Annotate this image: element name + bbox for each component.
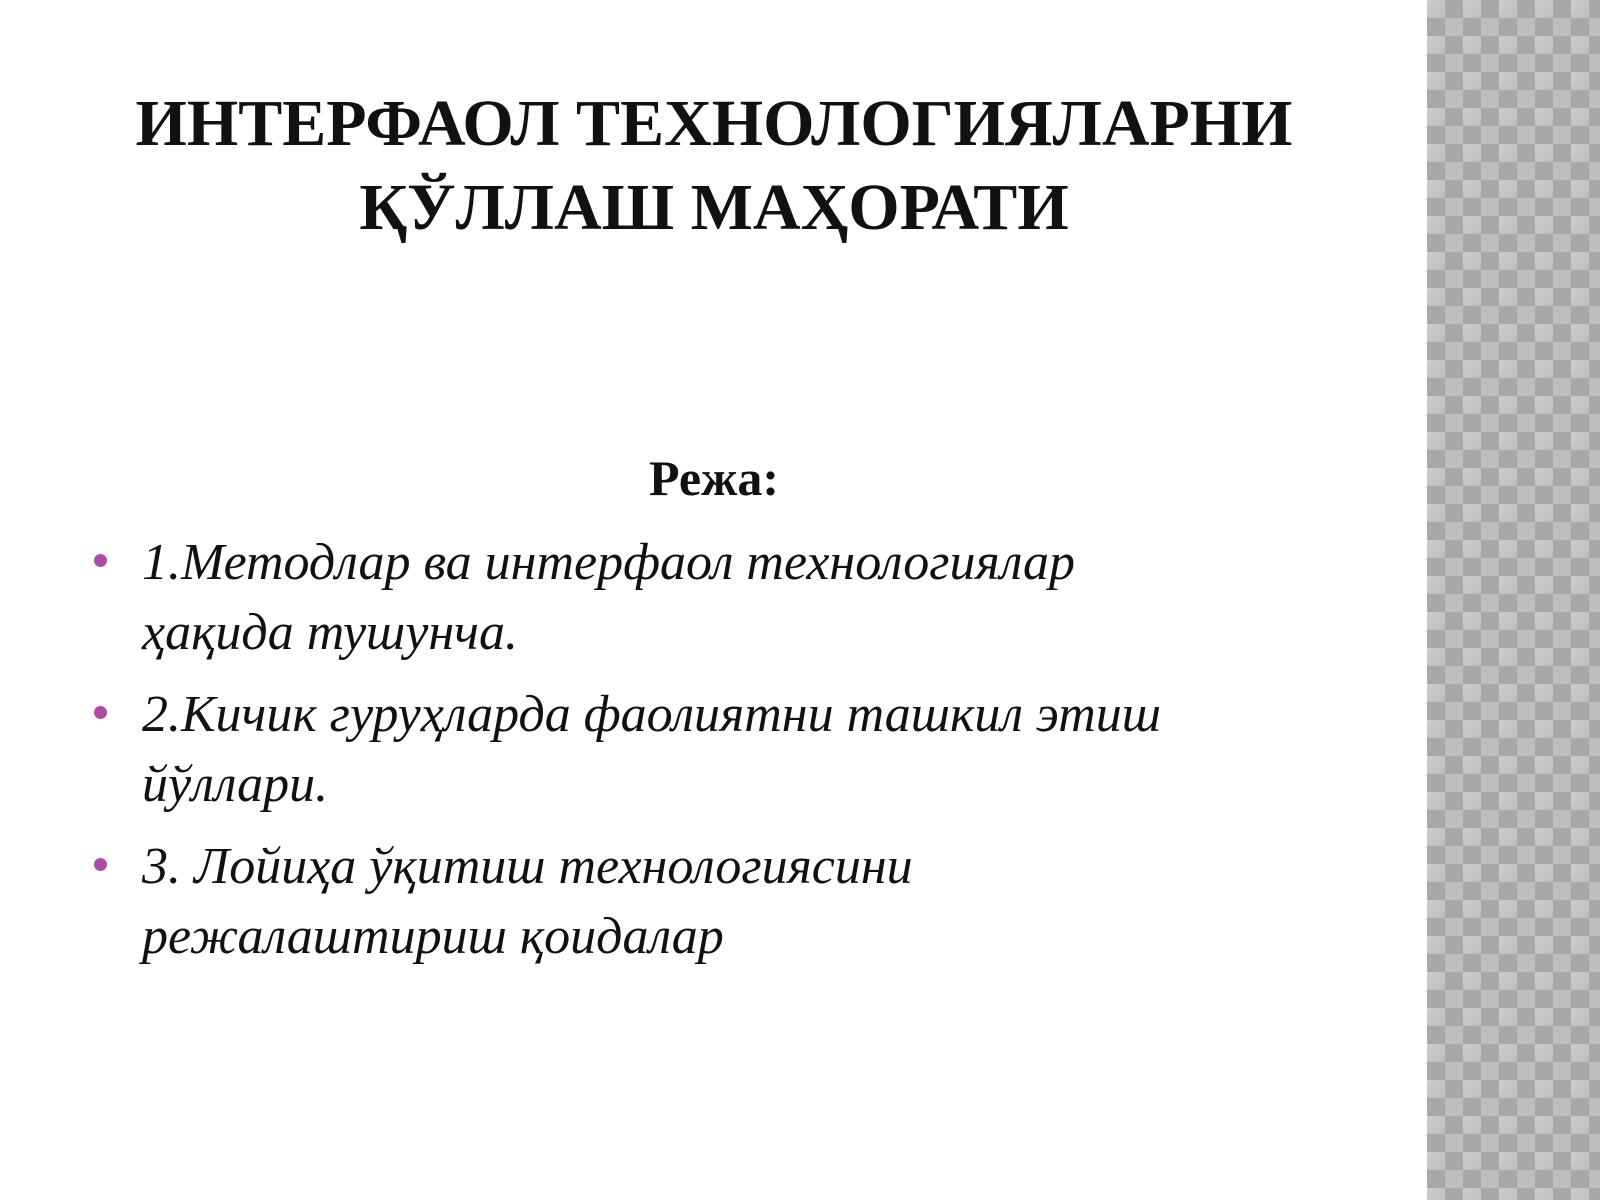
plan-item-1 xyxy=(90,528,1350,668)
plan-item-3-line-1: 3. Лойиҳа ўқитиш технологиясини xyxy=(142,838,913,895)
bullet-dot-icon xyxy=(94,554,107,567)
plan-item-2-line-2: йўллари. xyxy=(142,756,329,813)
plan-item-2 xyxy=(90,680,1350,820)
slide-title xyxy=(60,82,1368,250)
bullet-dot-icon xyxy=(94,858,107,871)
bullet-dot-icon xyxy=(94,706,107,719)
decorative-side-panel xyxy=(1427,0,1600,1200)
plan-item-1-line-2: ҳақида тушунча. xyxy=(142,604,518,661)
plan-item-3 xyxy=(90,832,1350,972)
plan-heading: Режа: xyxy=(649,450,779,506)
plan-item-2-line-1: 2.Кичик гуруҳларда фаолиятни ташкил этиш xyxy=(142,686,1162,743)
plan-item-1-line-1: 1.Методлар ва интерфаол технологиялар xyxy=(142,534,1076,591)
plan-list xyxy=(90,528,1350,984)
plan-item-3-line-2: режалаштириш қоидалар xyxy=(142,908,724,965)
slide-title-line-2: ҚЎЛЛАШ МАҲОРАТИ xyxy=(359,171,1069,244)
slide-title-line-1: ИНТЕРФАОЛ ТЕХНОЛОГИЯЛАРНИ xyxy=(135,87,1293,160)
